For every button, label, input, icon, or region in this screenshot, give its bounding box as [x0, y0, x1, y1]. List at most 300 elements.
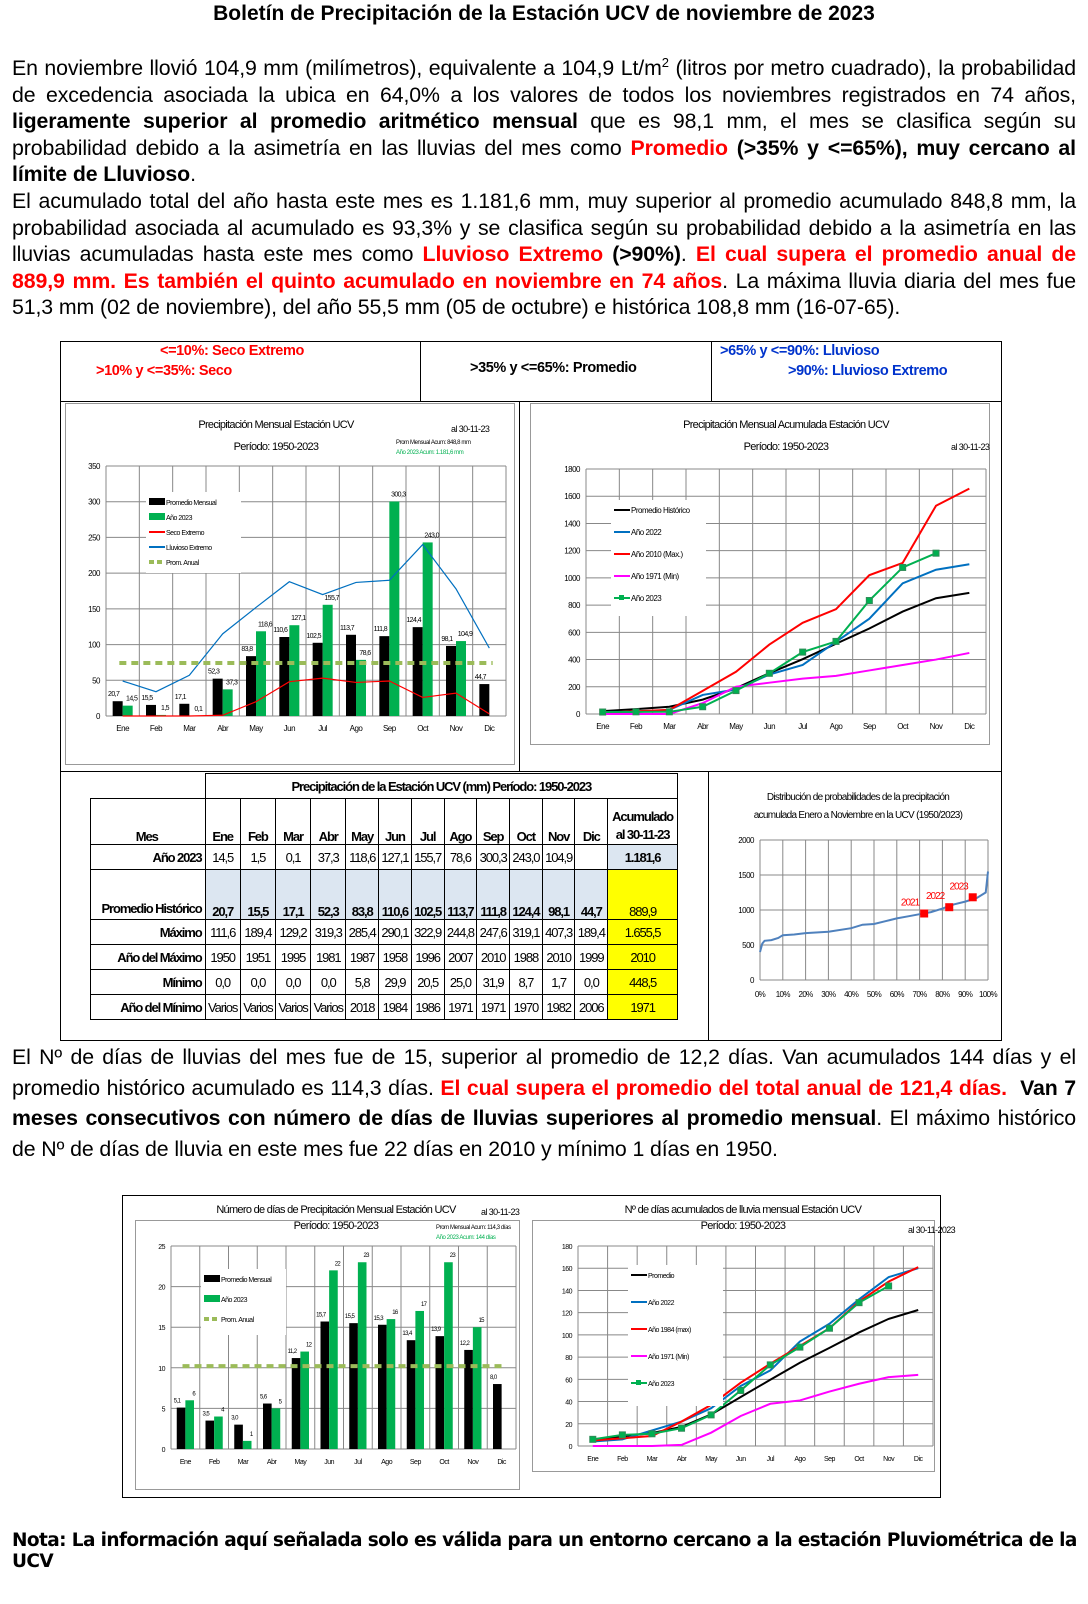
table-cell: 1970 [509, 995, 542, 1020]
bar-a-o-2023 [256, 631, 266, 716]
data-label: 17,1 [174, 693, 186, 701]
legend-swatch [204, 1295, 220, 1302]
bar-promedio-mensual [407, 1340, 416, 1449]
series-marker [826, 1325, 832, 1331]
x-tick-label: 90% [958, 990, 973, 999]
table-cell: 124,4 [509, 870, 542, 920]
x-tick-label: Ene [596, 722, 610, 731]
chart-title: Precipitación Mensual Acumulada Estación UCV [683, 419, 889, 431]
paragraph-rain-days: El Nº de días de lluvias del mes fue de 15, superior al promedio de 12,2 días. Van acumulados 144 días y el promedio histórico acumulado es 114,3 días. El cual supera el promedio del total anual de 121,4 días. Van 7 meses consecutivos con número de días de lluvias superiores al promedio mensual. El máximo histórico de Nº de días de lluvia en este mes fue 22 días en 2010 y mínimo 1 días en 1950. [12, 1045, 1082, 1161]
column-header: Sep [477, 799, 510, 845]
y-tick-label: 1600 [564, 492, 580, 502]
data-label: 15,3 [373, 1315, 383, 1322]
legend-swatch [149, 498, 165, 505]
data-label: 6 [192, 1391, 196, 1398]
legend-label: Promedio Mensual [221, 1277, 272, 1284]
table-cell: 0,0 [311, 970, 346, 995]
table-cell: 1981 [311, 945, 346, 970]
chart-title: Período: 1950-2023 [233, 441, 319, 453]
bar-a-o-2023 [272, 1408, 281, 1449]
data-label: 44,7 [474, 674, 486, 682]
y-tick-label: 1000 [738, 906, 754, 915]
legend-label: Prom. Anual [221, 1317, 254, 1324]
table-cell: 127,1 [379, 845, 412, 870]
table-cell: 247,6 [477, 920, 510, 945]
x-tick-label: May [249, 724, 263, 733]
chart-note: Prom Mensual Acum: 114,3 días [436, 1225, 511, 1231]
bar-promedio-mensual [263, 1404, 272, 1449]
data-label: 12,2 [459, 1340, 470, 1347]
legend-lluvioso: >65% y <=90%: Lluvioso [720, 343, 880, 359]
x-tick-label: 0% [754, 990, 766, 999]
legend-label: Año 2023 [221, 1297, 247, 1304]
chart-date: al 30-11-23 [451, 424, 490, 434]
table-cell: 111,6 [205, 920, 240, 945]
x-tick-label: Sep [409, 1459, 421, 1466]
y-tick-label: 200 [88, 569, 100, 579]
x-tick-label: May [705, 1456, 717, 1463]
table-cell: 1950 [205, 945, 240, 970]
series-marker [866, 598, 872, 604]
x-tick-label: Ene [179, 1459, 191, 1466]
table-cell: Varios [240, 995, 275, 1020]
table-cell: 1982 [542, 995, 575, 1020]
chart-note: Año 2023 Acum: 1.181,6 mm [396, 450, 464, 456]
series-marker [733, 688, 739, 694]
bar-a-o-2023 [289, 625, 299, 716]
x-tick-label: Feb [617, 1456, 628, 1463]
bar-a-o-2023 [473, 1327, 482, 1449]
y-tick-label: 0 [576, 710, 580, 719]
x-tick-label: Mar [183, 724, 196, 733]
x-tick-label: Abr [676, 1456, 687, 1463]
table-cell: 155,7 [411, 845, 444, 870]
x-tick-label: Nov [929, 722, 943, 731]
table-cell: 243,0 [509, 845, 542, 870]
column-header: Feb [240, 799, 275, 845]
x-tick-label: Jun [735, 1456, 746, 1463]
x-tick-label: Jul [354, 1459, 362, 1466]
data-label: 98,1 [441, 635, 453, 643]
column-header: Jul [411, 799, 444, 845]
x-tick-label: Oct [854, 1456, 864, 1463]
column-header-mes: Mes [91, 799, 206, 845]
x-tick-label: Jun [763, 722, 776, 731]
column-header: Ene [205, 799, 240, 845]
data-label: 11,2 [287, 1349, 297, 1356]
cumulative-precipitation-chart [530, 403, 990, 745]
table-cell: 1986 [411, 995, 444, 1020]
column-header: Nov [542, 799, 575, 845]
table-cell: 1,7 [542, 970, 575, 995]
y-tick-label: 1400 [564, 519, 580, 529]
legend-lluvioso-extremo: >90%: Lluvioso Extremo [788, 363, 948, 379]
legend-label: Prom. Anual [166, 560, 199, 567]
data-label: 124,4 [406, 617, 421, 625]
x-tick-label: Sep [382, 724, 396, 733]
series-marker [766, 670, 772, 676]
bar-a-o-2023 [214, 1417, 223, 1449]
table-cell: 1995 [275, 945, 310, 970]
legend-label: Año 2023 [166, 515, 192, 522]
data-label: 1 [249, 1431, 253, 1438]
y-tick-label: 40 [565, 1399, 572, 1407]
legend-seco: >10% y <=35%: Seco [96, 363, 232, 379]
y-tick-label: 0 [161, 1447, 165, 1454]
y-tick-label: 15 [158, 1325, 165, 1333]
table-cell: 0,1 [275, 845, 310, 870]
series-marker [767, 1362, 773, 1368]
data-label: 104,9 [457, 631, 473, 639]
acum-cell: 1971 [608, 995, 678, 1020]
bar-promedio-mensual [177, 1408, 186, 1449]
table-cell: 0,0 [275, 970, 310, 995]
x-tick-label: Dic [964, 722, 975, 731]
x-tick-label: Jul [318, 724, 328, 733]
bar-promedio-mensual [146, 705, 156, 716]
x-tick-label: May [294, 1459, 307, 1466]
table-cell: 0,0 [575, 970, 608, 995]
data-label: 78,6 [359, 649, 371, 657]
acum-cell: 448,5 [608, 970, 678, 995]
monthly-precipitation-chart [65, 403, 515, 765]
page-title: Boletín de Precipitación de la Estación UCV de noviembre de 2023 [213, 2, 875, 25]
chart-title: Período: 1950-2023 [293, 1220, 379, 1232]
x-tick-label: Oct [897, 722, 909, 731]
legend-label: Seco Extremo [166, 530, 204, 537]
y-tick-label: 0 [568, 1444, 572, 1451]
y-tick-label: 600 [568, 628, 580, 638]
data-label: 23 [363, 1253, 369, 1260]
x-tick-label: 40% [844, 990, 859, 999]
data-label: 15,7 [316, 1312, 326, 1319]
legend-label: Lluvioso Extremo [166, 545, 212, 552]
year-point [920, 910, 928, 918]
table-cell: 407,3 [542, 920, 575, 945]
x-tick-label: Feb [149, 724, 163, 733]
y-tick-label: 250 [88, 533, 100, 543]
data-label: 300,3 [391, 491, 406, 499]
table-cell: 25,0 [444, 970, 477, 995]
table-cell: 104,9 [542, 845, 575, 870]
data-label: 5,6 [260, 1394, 267, 1401]
x-tick-label: Feb [629, 722, 643, 731]
data-label: 13,9 [431, 1327, 441, 1334]
data-label: 155,7 [324, 594, 339, 602]
data-label: 5 [278, 1399, 282, 1406]
table-cell: 1984 [379, 995, 412, 1020]
data-label: 83,8 [241, 646, 253, 654]
footnote: Nota: La información aquí señalada solo es válida para un entorno cercano a la estación Pluviométrica de la UCV [12, 1530, 1077, 1572]
bar-a-o-2023 [444, 1262, 453, 1449]
precipitation-table [90, 773, 678, 1020]
y-tick-label: 20 [158, 1284, 165, 1292]
x-tick-label: Abr [217, 724, 229, 733]
chart-title: acumulada Enero a Noviembre en la UCV (1950/2023) [753, 810, 963, 821]
chart-title: Período: 1950-2023 [743, 441, 829, 453]
bar-promedio-mensual [413, 627, 423, 716]
y-tick-label: 120 [561, 1310, 572, 1318]
series-marker [633, 709, 639, 715]
data-label: 5,1 [173, 1398, 181, 1405]
table-cell: 29,9 [379, 970, 412, 995]
y-tick-label: 200 [568, 682, 580, 692]
data-label: 0,1 [194, 705, 203, 713]
y-tick-label: 300 [88, 497, 100, 507]
x-tick-label: Ago [349, 724, 363, 733]
table-cell: 37,3 [311, 845, 346, 870]
legend-divider [711, 341, 712, 402]
data-label: 16 [392, 1310, 398, 1317]
legend-divider [420, 341, 421, 402]
bar-a-o-2023 [123, 706, 133, 716]
y-tick-label: 1000 [564, 573, 580, 583]
y-tick-label: 500 [742, 941, 754, 950]
series-marker [619, 1432, 625, 1438]
y-tick-label: 1200 [564, 546, 580, 556]
table-title: Precipitación de la Estación UCV (mm) Período: 1950-2023 [205, 774, 677, 799]
table-cell: 5,8 [346, 970, 379, 995]
x-tick-label: Nov [467, 1459, 479, 1466]
series-marker [679, 1425, 685, 1431]
legend-label: Promedio Histórico [631, 506, 690, 515]
row-label: Año del Máximo [91, 945, 206, 970]
rain-days-chart [135, 1204, 520, 1490]
bar-a-o-2023 [243, 1441, 252, 1449]
bar-promedio-mensual [279, 637, 289, 716]
data-label: 15 [478, 1318, 484, 1325]
y-tick-label: 80 [565, 1355, 572, 1363]
acum-cell: 889,9 [608, 870, 678, 920]
data-label: 14,5 [126, 695, 138, 703]
table-cell: 111,8 [477, 870, 510, 920]
data-label: 243,0 [424, 532, 439, 540]
x-tick-label: Abr [266, 1459, 277, 1466]
data-label: 20,7 [108, 691, 120, 699]
table-cell: 322,9 [411, 920, 444, 945]
chart-date: al 30-11-2023 [908, 1225, 956, 1235]
table-cell: 244,8 [444, 920, 477, 945]
legend-label: Promedio [648, 1273, 674, 1280]
x-tick-label: Jul [766, 1456, 775, 1463]
paragraph-monthly-summary: En noviembre llovió 104,9 mm (milímetros), equivalente a 104,9 $Lt/m^2$ (litros por metro cuadrado), la probabilidad de excedencia asociada la ubica en 64,0% a los valores de todos los noviembres registrados en 74 años, ligeramente superior al promedio aritmético mensual que es 98,1 mm, el mes se clasifica según su probabilidad debido a la asimetría en las lluvias del mes como Promedio (>35% y <=65%), muy cercano al límite de Lluvioso. El acumulado total del año hasta este mes es 1.181,6 mm, muy superior al promedio acumulado 848,8 mm, la probabilidad asociada al acumulado es 93,3% y se clasifica según su probabilidad debido a la asimetría en las lluvias acumuladas hasta este mes como Lluvioso Extremo (>90%). El cual supera el promedio anual de 889,9 mm. Es también el quinto acumulado en noviembre en 74 años. La máxima lluvia diaria del mes fue 51,3 mm (02 de noviembre), del año 55,5 mm (05 de octubre) e histórica 108,8 mm (16-07-65). [12, 55, 1077, 320]
x-tick-label: Ago [829, 722, 843, 731]
row-label: Promedio Histórico [91, 870, 206, 920]
chart-title: Precipitación Mensual Estación UCV [198, 419, 354, 431]
year-label: 2022 [925, 891, 945, 903]
bar-a-o-2023 [387, 1319, 396, 1449]
table-cell: 78,6 [444, 845, 477, 870]
x-tick-label: 100% [978, 990, 998, 999]
column-header-acumulado: Acumulado al 30-11-23 [608, 799, 678, 845]
acum-cell: 1.655,5 [608, 920, 678, 945]
x-tick-label: Mar [663, 722, 676, 731]
table-cell: 290,1 [379, 920, 412, 945]
table-cell: 17,1 [275, 870, 310, 920]
probability-distribution-chart [718, 780, 998, 1010]
column-header: Mar [275, 799, 310, 845]
table-row [91, 845, 678, 870]
legend-swatch [204, 1275, 220, 1282]
data-label: 17 [420, 1301, 427, 1308]
table-cell: 189,4 [240, 920, 275, 945]
acum-cell: 2010 [608, 945, 678, 970]
table-row [91, 970, 678, 995]
bar-a-o-2023 [185, 1400, 194, 1449]
year-point [969, 893, 977, 901]
x-tick-label: Abr [697, 722, 709, 731]
x-tick-label: 30% [821, 990, 836, 999]
table-cell: 31,9 [477, 970, 510, 995]
x-tick-label: Dic [484, 724, 495, 733]
chart-title: Período: 1950-2023 [700, 1220, 786, 1232]
series-marker [900, 564, 906, 570]
y-tick-label: 60 [565, 1377, 572, 1385]
x-tick-label: 50% [866, 990, 882, 999]
acum-cell: 1.181,6 [608, 845, 678, 870]
table-cell: 0,0 [240, 970, 275, 995]
table-cell: 2018 [346, 995, 379, 1020]
legend-seco-extremo: <=10%: Seco Extremo [160, 343, 304, 359]
table-cell: 83,8 [346, 870, 379, 920]
legend-swatch [149, 513, 165, 520]
y-tick-label: 350 [88, 462, 100, 471]
chart-date: al 30-11-23 [481, 1207, 520, 1217]
table-cell: 1958 [379, 945, 412, 970]
y-tick-label: 100 [88, 640, 100, 650]
legend-label: Año 2022 [648, 1300, 674, 1307]
table-row [91, 870, 678, 920]
data-label: 12 [305, 1342, 312, 1349]
table-cell: 2007 [444, 945, 477, 970]
bar-a-o-2023 [323, 605, 333, 716]
table-cell: 1996 [411, 945, 444, 970]
table-cell: 285,4 [346, 920, 379, 945]
y-tick-label: 2000 [738, 836, 754, 845]
series-marker [590, 1436, 596, 1442]
data-label: 3,0 [231, 1415, 238, 1422]
cumulative-rain-days-chart [532, 1204, 956, 1472]
x-tick-label: 60% [889, 990, 904, 999]
table-cell: 118,6 [346, 845, 379, 870]
bar-promedio-mensual [113, 701, 123, 716]
legend-promedio: >35% y <=65%: Promedio [470, 360, 637, 376]
column-header: Dic [575, 799, 608, 845]
x-tick-label: Nov [449, 724, 463, 733]
y-tick-label: 0 [750, 976, 754, 985]
table-cell: 15,5 [240, 870, 275, 920]
x-tick-label: Sep [862, 722, 876, 731]
data-label: 118,6 [258, 621, 272, 629]
series-marker [797, 1344, 803, 1350]
data-label: 3,5 [202, 1411, 210, 1418]
x-tick-label: Ago [381, 1459, 393, 1466]
legend-label: Año 1984 (max) [648, 1327, 691, 1334]
y-tick-label: 0 [96, 712, 100, 721]
bar-promedio-mensual [179, 704, 189, 716]
legend-marker [636, 1380, 641, 1385]
table-cell: 1988 [509, 945, 542, 970]
series-marker [649, 1431, 655, 1437]
table-cell: 52,3 [311, 870, 346, 920]
data-label: 113,7 [340, 624, 354, 632]
data-label: 127,1 [291, 615, 306, 623]
series-marker [933, 550, 939, 556]
table-cell: 110,6 [379, 870, 412, 920]
bar-promedio-mensual [346, 635, 356, 716]
series-marker [856, 1300, 862, 1306]
bar-promedio-mensual [246, 656, 256, 716]
x-tick-label: Nov [883, 1456, 895, 1463]
x-tick-label: May [729, 722, 743, 731]
bar-promedio-mensual [213, 679, 223, 716]
table-cell: 319,3 [311, 920, 346, 945]
x-tick-label: 80% [935, 990, 950, 999]
bar-promedio-mensual [379, 636, 389, 716]
table-cell: 20,7 [205, 870, 240, 920]
y-tick-label: 25 [158, 1244, 165, 1251]
bar-promedio-mensual [378, 1325, 387, 1449]
year-label: 2023 [949, 881, 968, 893]
table-cell: Varios [311, 995, 346, 1020]
table-cell [575, 845, 608, 870]
chart-note: Año 2023 Acum: 144 días [436, 1235, 496, 1241]
table-cell: 0,0 [205, 970, 240, 995]
frame-divider [519, 402, 520, 771]
y-tick-label: 1500 [738, 871, 754, 880]
series-marker [708, 1412, 714, 1418]
y-tick-label: 140 [561, 1288, 572, 1296]
x-tick-label: Ene [587, 1456, 599, 1463]
x-tick-label: Mar [646, 1456, 658, 1463]
x-tick-label: Jul [798, 722, 808, 731]
bar-promedio-mensual [292, 1358, 301, 1449]
x-tick-label: Oct [439, 1459, 449, 1466]
row-label: Año 2023 [91, 845, 206, 870]
y-tick-label: 180 [561, 1244, 572, 1251]
row-label: Máximo [91, 920, 206, 945]
column-header: Abr [311, 799, 346, 845]
y-tick-label: 150 [88, 604, 100, 614]
legend-label: Año 1971 (Min) [648, 1354, 689, 1361]
bar-promedio-mensual [321, 1322, 330, 1449]
table-cell: 1951 [240, 945, 275, 970]
data-label: 13,4 [402, 1331, 412, 1338]
table-cell: 102,5 [411, 870, 444, 920]
series-marker [700, 704, 706, 710]
table-cell: 1999 [575, 945, 608, 970]
x-tick-label: Jun [324, 1459, 335, 1466]
series-marker [833, 638, 839, 644]
chart-date: al 30-11-23 [951, 442, 990, 452]
bar-a-o-2023 [329, 1270, 338, 1449]
x-tick-label: Feb [208, 1459, 220, 1466]
data-label: 8,0 [490, 1375, 497, 1382]
table-cell: 14,5 [205, 845, 240, 870]
bar-promedio-mensual [349, 1323, 358, 1449]
legend-label: Año 1971 (Min) [631, 572, 679, 581]
x-tick-label: Mar [237, 1459, 249, 1466]
table-cell: 8,7 [509, 970, 542, 995]
data-label: 52,3 [208, 668, 220, 676]
bar-a-o-2023 [423, 542, 433, 716]
series-marker [600, 709, 606, 715]
y-tick-label: 160 [561, 1266, 572, 1274]
y-tick-label: 1800 [564, 465, 580, 474]
legend-label: Año 2023 [631, 594, 662, 603]
y-tick-label: 10 [158, 1365, 165, 1373]
chart-title: Distribución de probabilidades de la precipitación [766, 792, 950, 803]
